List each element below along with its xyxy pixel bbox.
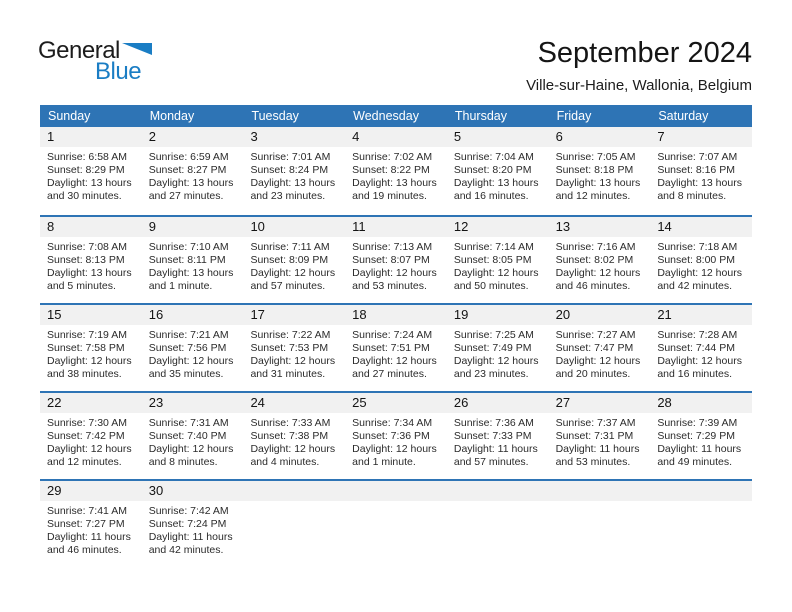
sunrise-line: Sunrise: 7:08 AM xyxy=(47,241,127,253)
day-number: 24 xyxy=(243,393,345,413)
day-details xyxy=(40,325,142,381)
day-cell xyxy=(650,217,752,303)
day-cell-empty xyxy=(549,481,651,567)
sunset-line: Sunset: 8:27 PM xyxy=(148,163,227,176)
day-details xyxy=(142,501,244,557)
daylight-line-2: and 1 minute. xyxy=(352,455,416,468)
day-cell xyxy=(447,127,549,215)
sunrise-line: Sunrise: 7:11 AM xyxy=(250,241,330,253)
daylight-line: Daylight: 12 hours xyxy=(250,442,336,455)
day-details xyxy=(650,413,752,469)
sunrise-line: Sunrise: 7:16 AM xyxy=(555,241,636,253)
day-details xyxy=(243,147,345,203)
sunrise-line: Sunrise: 7:36 AM xyxy=(453,417,534,429)
daylight-line: Daylight: 12 hours xyxy=(352,442,437,455)
sunset-line: Sunset: 7:53 PM xyxy=(250,341,329,354)
weekday-header-monday: Monday xyxy=(149,109,195,123)
daylight-line-2: and 42 minutes. xyxy=(657,279,733,292)
day-details xyxy=(40,501,142,557)
sunrise-line: Sunrise: 7:21 AM xyxy=(148,329,229,341)
sunset-line: Sunset: 7:24 PM xyxy=(148,517,227,530)
day-cell xyxy=(345,217,447,303)
day-number: 7 xyxy=(650,127,752,147)
sunrise-line: Sunrise: 7:27 AM xyxy=(555,329,636,341)
daylight-line-2: and 12 minutes. xyxy=(555,189,631,202)
weekday-header-row xyxy=(40,105,752,127)
day-cell xyxy=(549,217,651,303)
daylight-line: Daylight: 13 hours xyxy=(148,266,234,279)
title-block xyxy=(526,36,752,94)
daylight-line-2: and 49 minutes. xyxy=(657,455,733,468)
day-cell xyxy=(243,305,345,391)
sunrise-line: Sunrise: 7:05 AM xyxy=(555,151,636,163)
sunset-line: Sunset: 8:00 PM xyxy=(657,253,735,266)
day-cell xyxy=(447,305,549,391)
day-details xyxy=(549,147,651,203)
day-cell xyxy=(345,127,447,215)
day-number: 18 xyxy=(345,305,447,325)
week-row xyxy=(40,127,752,215)
daylight-line-2: and 50 minutes. xyxy=(453,279,529,292)
logo-triangle-icon xyxy=(122,42,152,55)
daylight-line: Daylight: 12 hours xyxy=(352,354,437,367)
sunset-line: Sunset: 7:58 PM xyxy=(47,341,125,354)
day-number: 25 xyxy=(345,393,447,413)
day-details xyxy=(142,147,244,203)
day-cell-empty xyxy=(345,481,447,567)
day-cell xyxy=(549,305,651,391)
day-number xyxy=(243,481,345,501)
daylight-line-2: and 4 minutes. xyxy=(250,455,320,468)
day-details xyxy=(243,325,345,381)
daylight-line: Daylight: 11 hours xyxy=(453,442,538,455)
day-cell xyxy=(549,127,651,215)
day-details xyxy=(243,413,345,469)
sunset-line: Sunset: 8:05 PM xyxy=(453,253,532,266)
sunset-line: Sunset: 7:44 PM xyxy=(657,341,735,354)
day-details xyxy=(447,237,549,293)
sunset-line: Sunset: 7:47 PM xyxy=(555,341,634,354)
sunset-line: Sunset: 7:56 PM xyxy=(148,341,227,354)
day-number: 22 xyxy=(40,393,142,413)
day-number: 1 xyxy=(40,127,142,147)
week-row xyxy=(40,391,752,479)
day-cell xyxy=(650,127,752,215)
sunset-line: Sunset: 8:18 PM xyxy=(555,163,634,176)
sunset-line: Sunset: 8:22 PM xyxy=(352,163,430,176)
day-cell xyxy=(345,393,447,479)
daylight-line: Daylight: 12 hours xyxy=(657,354,742,367)
daylight-line-2: and 8 minutes. xyxy=(657,189,727,202)
page-title: September 2024 xyxy=(537,37,752,69)
day-cell xyxy=(142,393,244,479)
sunset-line: Sunset: 8:11 PM xyxy=(148,253,226,266)
sunset-line: Sunset: 8:07 PM xyxy=(352,253,430,266)
daylight-line-2: and 5 minutes. xyxy=(47,279,116,292)
daylight-line-2: and 16 minutes. xyxy=(453,189,529,202)
daylight-line: Daylight: 12 hours xyxy=(148,354,234,367)
day-cell xyxy=(650,305,752,391)
day-cell xyxy=(142,305,244,391)
sunset-line: Sunset: 8:09 PM xyxy=(250,253,329,266)
sunset-line: Sunset: 7:31 PM xyxy=(555,429,634,442)
daylight-line-2: and 31 minutes. xyxy=(250,367,326,380)
daylight-line: Daylight: 13 hours xyxy=(453,176,539,189)
daylight-line: Daylight: 12 hours xyxy=(148,442,234,455)
day-cell xyxy=(142,127,244,215)
day-number: 17 xyxy=(243,305,345,325)
sunrise-line: Sunrise: 7:41 AM xyxy=(47,505,127,517)
daylight-line: Daylight: 12 hours xyxy=(47,442,132,455)
daylight-line-2: and 35 minutes. xyxy=(148,367,224,380)
daylight-line-2: and 23 minutes. xyxy=(250,189,326,202)
daylight-line-2: and 19 minutes. xyxy=(352,189,427,202)
day-number xyxy=(549,481,651,501)
sunset-line: Sunset: 7:49 PM xyxy=(453,341,532,354)
sunrise-line: Sunrise: 7:24 AM xyxy=(352,329,433,341)
day-number: 26 xyxy=(447,393,549,413)
day-details xyxy=(345,147,447,203)
logo-text-general: General xyxy=(38,37,120,64)
sunrise-line: Sunrise: 7:04 AM xyxy=(453,151,534,163)
day-details xyxy=(549,413,651,469)
day-number: 9 xyxy=(142,217,244,237)
day-number: 20 xyxy=(549,305,651,325)
sunset-line: Sunset: 8:29 PM xyxy=(47,163,125,176)
daylight-line: Daylight: 13 hours xyxy=(250,176,336,189)
day-cell xyxy=(40,481,142,567)
daylight-line-2: and 53 minutes. xyxy=(555,455,631,468)
sunset-line: Sunset: 8:13 PM xyxy=(47,253,125,266)
weekday-header-friday: Friday xyxy=(556,109,592,123)
sunrise-line: Sunrise: 7:30 AM xyxy=(47,417,127,429)
day-details xyxy=(40,413,142,469)
daylight-line-2: and 42 minutes. xyxy=(148,543,224,556)
sunrise-line: Sunrise: 7:01 AM xyxy=(250,151,331,163)
daylight-line: Daylight: 12 hours xyxy=(250,266,336,279)
sunset-line: Sunset: 8:20 PM xyxy=(453,163,532,176)
day-details xyxy=(40,147,142,203)
sunrise-line: Sunrise: 7:19 AM xyxy=(47,329,127,341)
day-number xyxy=(345,481,447,501)
day-details xyxy=(243,237,345,293)
day-number: 10 xyxy=(243,217,345,237)
day-cell-empty xyxy=(650,481,752,567)
daylight-line-2: and 1 minute. xyxy=(148,279,213,292)
day-cell xyxy=(142,217,244,303)
sunset-line: Sunset: 7:29 PM xyxy=(657,429,735,442)
sunrise-line: Sunrise: 7:42 AM xyxy=(148,505,229,517)
day-details xyxy=(345,237,447,293)
day-cell-empty xyxy=(447,481,549,567)
day-number: 15 xyxy=(40,305,142,325)
sunset-line: Sunset: 7:51 PM xyxy=(352,341,430,354)
daylight-line-2: and 16 minutes. xyxy=(657,367,733,380)
sunset-line: Sunset: 8:24 PM xyxy=(250,163,329,176)
daylight-line: Daylight: 12 hours xyxy=(657,266,742,279)
day-details xyxy=(345,325,447,381)
daylight-line: Daylight: 12 hours xyxy=(453,266,539,279)
daylight-line: Daylight: 12 hours xyxy=(453,354,539,367)
weekday-header-thursday: Thursday xyxy=(454,109,507,123)
day-number: 16 xyxy=(142,305,244,325)
sunrise-line: Sunrise: 7:13 AM xyxy=(352,241,433,253)
sunrise-line: Sunrise: 7:07 AM xyxy=(657,151,738,163)
sunrise-line: Sunrise: 6:58 AM xyxy=(47,151,127,163)
day-number: 3 xyxy=(243,127,345,147)
day-number: 21 xyxy=(650,305,752,325)
day-cell xyxy=(345,305,447,391)
day-cell xyxy=(40,393,142,479)
day-details xyxy=(650,237,752,293)
daylight-line: Daylight: 13 hours xyxy=(47,176,132,189)
daylight-line-2: and 12 minutes. xyxy=(47,455,122,468)
day-number: 29 xyxy=(40,481,142,501)
day-details xyxy=(549,325,651,381)
sunrise-line: Sunrise: 7:02 AM xyxy=(352,151,433,163)
logo-text-blue: Blue xyxy=(95,58,142,85)
daylight-line-2: and 23 minutes. xyxy=(453,367,529,380)
daylight-line: Daylight: 12 hours xyxy=(555,266,641,279)
weekday-header-wednesday: Wednesday xyxy=(353,109,419,123)
daylight-line-2: and 57 minutes. xyxy=(250,279,326,292)
daylight-line-2: and 46 minutes. xyxy=(555,279,631,292)
sunrise-line: Sunrise: 7:28 AM xyxy=(657,329,738,341)
daylight-line-2: and 27 minutes. xyxy=(352,367,427,380)
day-number: 11 xyxy=(345,217,447,237)
daylight-line-2: and 30 minutes. xyxy=(47,189,122,202)
day-number: 12 xyxy=(447,217,549,237)
daylight-line-2: and 57 minutes. xyxy=(453,455,529,468)
day-cell xyxy=(549,393,651,479)
day-details xyxy=(447,325,549,381)
day-details xyxy=(650,147,752,203)
daylight-line: Daylight: 13 hours xyxy=(47,266,132,279)
daylight-line: Daylight: 11 hours xyxy=(47,530,131,543)
daylight-line-2: and 27 minutes. xyxy=(148,189,224,202)
sunset-line: Sunset: 7:27 PM xyxy=(47,517,125,530)
sunset-line: Sunset: 7:40 PM xyxy=(148,429,227,442)
sunset-line: Sunset: 8:16 PM xyxy=(657,163,735,176)
day-cell xyxy=(243,127,345,215)
sunrise-line: Sunrise: 7:34 AM xyxy=(352,417,433,429)
day-details xyxy=(447,413,549,469)
day-number: 19 xyxy=(447,305,549,325)
week-row xyxy=(40,479,752,567)
daylight-line: Daylight: 12 hours xyxy=(250,354,336,367)
day-cell xyxy=(40,127,142,215)
daylight-line: Daylight: 13 hours xyxy=(352,176,437,189)
general-blue-logo xyxy=(38,37,152,85)
day-number: 27 xyxy=(549,393,651,413)
day-number: 4 xyxy=(345,127,447,147)
weekday-header-tuesday: Tuesday xyxy=(251,109,299,123)
calendar-grid xyxy=(40,127,752,567)
sunrise-line: Sunrise: 7:31 AM xyxy=(148,417,229,429)
sunrise-line: Sunrise: 7:14 AM xyxy=(453,241,534,253)
day-number: 30 xyxy=(142,481,244,501)
weekday-header-saturday: Saturday xyxy=(658,109,709,123)
sunrise-line: Sunrise: 6:59 AM xyxy=(148,151,229,163)
day-details xyxy=(40,237,142,293)
day-cell xyxy=(243,393,345,479)
day-details xyxy=(142,413,244,469)
day-details xyxy=(142,237,244,293)
sunrise-line: Sunrise: 7:18 AM xyxy=(657,241,738,253)
day-cell-empty xyxy=(243,481,345,567)
sunrise-line: Sunrise: 7:37 AM xyxy=(555,417,636,429)
day-number: 6 xyxy=(549,127,651,147)
day-number: 28 xyxy=(650,393,752,413)
daylight-line: Daylight: 12 hours xyxy=(47,354,132,367)
location-subtitle: Ville-sur-Haine, Wallonia, Belgium xyxy=(526,77,752,94)
day-number: 23 xyxy=(142,393,244,413)
sunrise-line: Sunrise: 7:22 AM xyxy=(250,329,331,341)
daylight-line: Daylight: 11 hours xyxy=(657,442,742,455)
day-number: 2 xyxy=(142,127,244,147)
daylight-line: Daylight: 12 hours xyxy=(555,354,641,367)
daylight-line: Daylight: 12 hours xyxy=(352,266,437,279)
daylight-line-2: and 20 minutes. xyxy=(555,367,631,380)
sunrise-line: Sunrise: 7:33 AM xyxy=(250,417,331,429)
day-cell xyxy=(447,217,549,303)
day-details xyxy=(345,413,447,469)
week-row xyxy=(40,215,752,303)
day-number: 5 xyxy=(447,127,549,147)
week-row xyxy=(40,303,752,391)
sunset-line: Sunset: 7:42 PM xyxy=(47,429,125,442)
day-number: 8 xyxy=(40,217,142,237)
daylight-line: Daylight: 11 hours xyxy=(148,530,233,543)
day-cell xyxy=(40,305,142,391)
weekday-header-sunday: Sunday xyxy=(48,109,91,123)
day-number xyxy=(447,481,549,501)
daylight-line-2: and 38 minutes. xyxy=(47,367,122,380)
daylight-line-2: and 46 minutes. xyxy=(47,543,122,556)
day-number: 14 xyxy=(650,217,752,237)
daylight-line-2: and 53 minutes. xyxy=(352,279,427,292)
day-cell xyxy=(40,217,142,303)
sunset-line: Sunset: 7:36 PM xyxy=(352,429,430,442)
day-cell xyxy=(447,393,549,479)
day-details xyxy=(549,237,651,293)
sunrise-line: Sunrise: 7:25 AM xyxy=(453,329,534,341)
sunset-line: Sunset: 7:38 PM xyxy=(250,429,329,442)
daylight-line: Daylight: 13 hours xyxy=(657,176,742,189)
day-details xyxy=(447,147,549,203)
day-number xyxy=(650,481,752,501)
day-cell xyxy=(142,481,244,567)
sunrise-line: Sunrise: 7:39 AM xyxy=(657,417,738,429)
day-cell xyxy=(243,217,345,303)
sunset-line: Sunset: 8:02 PM xyxy=(555,253,634,266)
sunset-line: Sunset: 7:33 PM xyxy=(453,429,532,442)
day-cell xyxy=(650,393,752,479)
sunrise-line: Sunrise: 7:10 AM xyxy=(148,241,229,253)
day-details xyxy=(142,325,244,381)
daylight-line: Daylight: 11 hours xyxy=(555,442,640,455)
calendar-table xyxy=(40,105,752,567)
daylight-line: Daylight: 13 hours xyxy=(148,176,234,189)
day-details xyxy=(650,325,752,381)
day-number: 13 xyxy=(549,217,651,237)
daylight-line-2: and 8 minutes. xyxy=(148,455,218,468)
daylight-line: Daylight: 13 hours xyxy=(555,176,641,189)
